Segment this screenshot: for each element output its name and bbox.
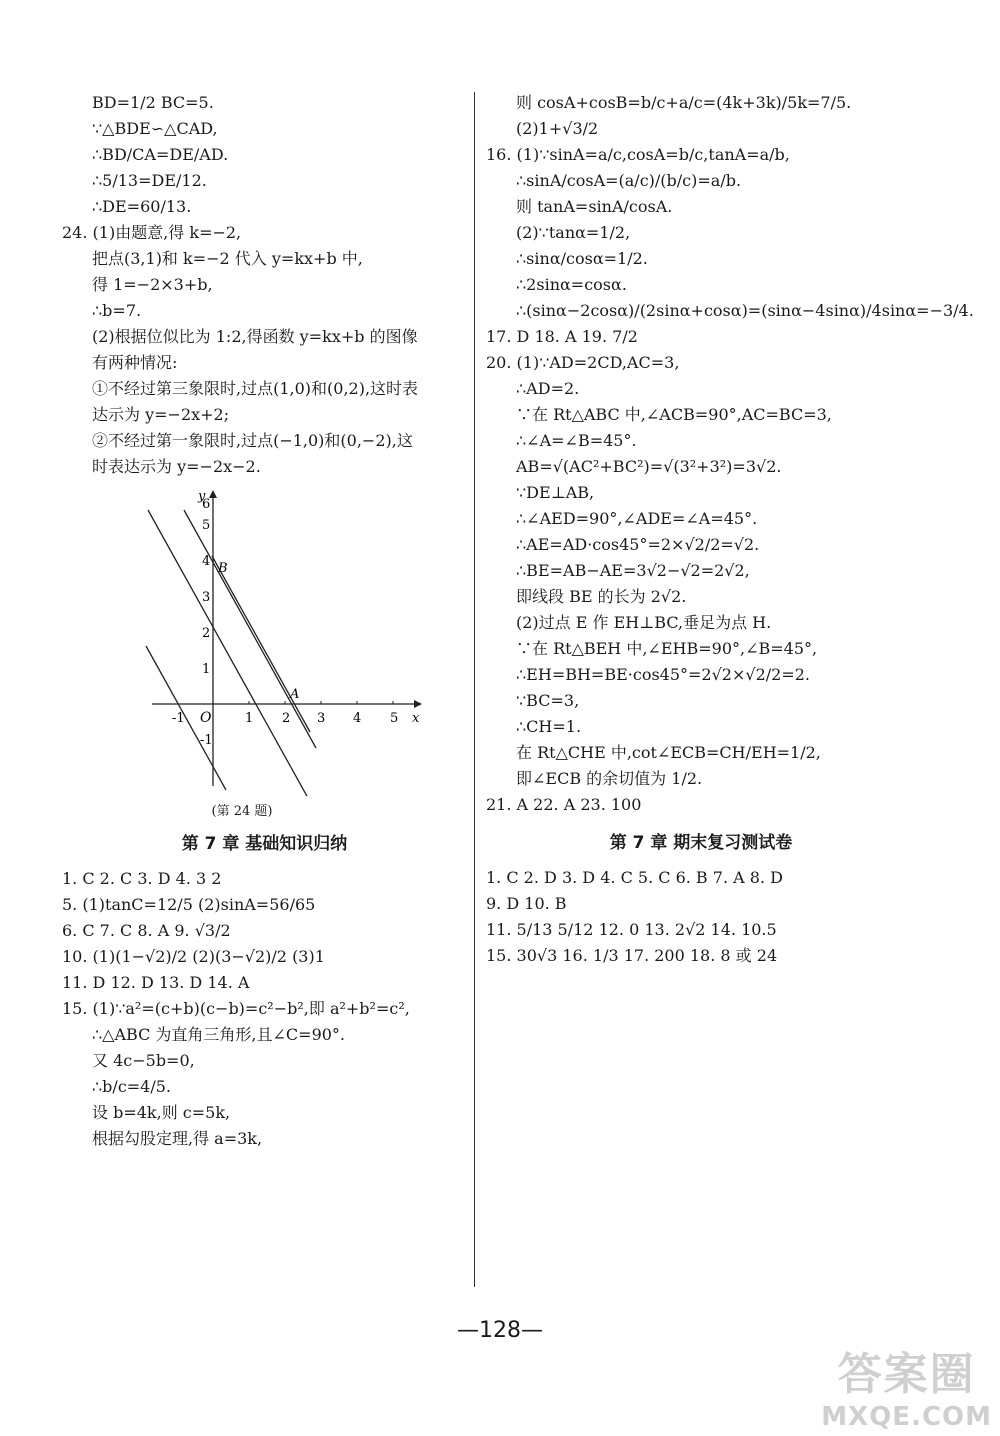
watermark-text: 答案圈 — [837, 1349, 976, 1400]
section-heading: 第 7 章 期末复习测试卷 — [609, 833, 793, 853]
answer-line: 1. C 2. C 3. D 4. 3 2 — [62, 869, 222, 888]
solution-line: ∴b=7. — [92, 301, 142, 320]
y-axis-label: y — [198, 489, 206, 504]
page-number: —128— — [457, 1318, 543, 1343]
solution-line: (2)∵tanα=1/2, — [516, 223, 631, 242]
solution-line: ①不经过第三象限时,过点(1,0)和(0,2),这时表 — [92, 379, 419, 398]
answer-line: ∴b/c=4/5. — [92, 1077, 172, 1096]
point-b-label: B — [218, 561, 228, 576]
solution-line: 即∠ECB 的余切值为 1/2. — [516, 769, 703, 788]
solution-line: (2)过点 E 作 EH⊥BC,垂足为点 H. — [516, 613, 772, 632]
solution-line: ∵在 Rt△ABC 中,∠ACB=90°,AC=BC=3, — [516, 405, 832, 424]
column-divider — [474, 92, 475, 1287]
answer-line: 17. D 18. A 19. 7/2 — [486, 327, 638, 346]
answer-line: 21. A 22. A 23. 100 — [486, 795, 642, 814]
x-tick-label: 2 — [282, 711, 291, 726]
x-axis-label: x — [412, 711, 420, 726]
solution-line: ∴CH=1. — [516, 717, 582, 736]
answer-line: 11. 5/13 5/12 12. 0 13. 2√2 14. 10.5 — [486, 920, 777, 939]
solution-line: 在 Rt△CHE 中,cot∠ECB=CH/EH=1/2, — [516, 743, 821, 762]
line-y-neg2x-plus-2 — [148, 510, 308, 796]
solution-line: AB=√(AC²+BC²)=√(3²+3²)=3√2. — [516, 457, 782, 476]
y-tick-label: 3 — [202, 590, 211, 605]
section-heading: 第 7 章 基础知识归纳 — [181, 834, 348, 854]
x-tick-label: -1 — [172, 711, 185, 726]
solution-line: ∴sinA/cosA=(a/c)/(b/c)=a/b. — [516, 171, 742, 190]
solution-line: 时表达示为 y=−2x−2. — [92, 457, 261, 476]
answer-line: 9. D 10. B — [486, 894, 567, 913]
x-tick-label: 1 — [245, 711, 254, 726]
y-tick-label: 4 — [202, 554, 211, 569]
solution-line: BD=1/2 BC=5. — [92, 93, 214, 112]
solution-line: 有两种情况: — [92, 353, 178, 372]
solution-line: ∴BE=AB−AE=3√2−√2=2√2, — [516, 561, 750, 580]
y-tick-label: 1 — [202, 662, 211, 677]
solution-line: ∵△BDE∽△CAD, — [92, 119, 218, 138]
y-tick-label: 6 — [202, 497, 211, 512]
solution-line: (2)根据位似比为 1:2,得函数 y=kx+b 的图像 — [92, 327, 418, 346]
answer-line: 根据勾股定理,得 a=3k, — [92, 1129, 263, 1148]
solution-line: 则 tanA=sinA/cosA. — [516, 197, 673, 216]
answer-line: ∴△ABC 为直角三角形,且∠C=90°. — [92, 1025, 346, 1044]
answer-line: 又 4c−5b=0, — [92, 1051, 195, 1070]
question-20-line: 20. (1)∵AD=2CD,AC=3, — [486, 353, 680, 372]
y-tick-label: 5 — [202, 518, 211, 533]
solution-line: ∴5/13=DE/12. — [92, 171, 207, 190]
figure-caption: (第 24 题) — [211, 804, 273, 819]
graph-figure — [142, 486, 467, 819]
line-through-b-and-a — [212, 556, 310, 732]
answer-line: 设 b=4k,则 c=5k, — [92, 1103, 231, 1122]
solution-line: 把点(3,1)和 k=−2 代入 y=kx+b 中, — [92, 249, 363, 268]
line-y-neg2x-minus-2 — [146, 646, 226, 790]
answer-line: 15. 30√3 16. 1/3 17. 200 18. 8 或 24 — [486, 946, 778, 965]
point-a-label: A — [290, 687, 300, 702]
answer-line: 10. (1)(1−√2)/2 (2)(3−√2)/2 (3)1 — [62, 947, 325, 966]
watermark-url: MXQE.COM — [821, 1402, 992, 1432]
question-16-line: 16. (1)∵sinA=a/c,cosA=b/c,tanA=a/b, — [486, 145, 790, 164]
solution-line: ∴(sinα−2cosα)/(2sinα+cosα)=(sinα−4sinα)/4sinα=−3/4. — [516, 301, 974, 320]
solution-line: ∵在 Rt△BEH 中,∠EHB=90°,∠B=45°, — [516, 639, 818, 658]
solution-line: ∵BC=3, — [516, 691, 580, 710]
answer-line: 1. C 2. D 3. D 4. C 5. C 6. B 7. A 8. D — [486, 868, 783, 887]
coordinate-graph — [142, 486, 432, 796]
solution-line: ∴BD/CA=DE/AD. — [92, 145, 229, 164]
answer-line: 15. (1)∵a²=(c+b)(c−b)=c²−b²,即 a²+b²=c², — [62, 999, 410, 1018]
watermark-logo — [821, 1338, 992, 1432]
x-tick-label: 3 — [317, 711, 326, 726]
y-tick-label: -1 — [200, 733, 213, 748]
solution-line: ∴AE=AD·cos45°=2×√2/2=√2. — [516, 535, 760, 554]
solution-line: 得 1=−2×3+b, — [92, 275, 213, 294]
right-column — [486, 90, 974, 969]
solution-line: ∴AD=2. — [516, 379, 580, 398]
solution-line: 即线段 BE 的长为 2√2. — [516, 587, 687, 606]
solution-line: ∴sinα/cosα=1/2. — [516, 249, 648, 268]
solution-line: ②不经过第一象限时,过点(−1,0)和(0,−2),这 — [92, 431, 413, 450]
solution-line: (2)1+√3/2 — [516, 119, 599, 138]
x-axis-arrow — [414, 700, 422, 708]
y-tick-label: 2 — [202, 626, 211, 641]
answer-line: 5. (1)tanC=12/5 (2)sinA=56/65 — [62, 895, 316, 914]
left-column — [62, 90, 467, 1152]
solution-line: ∴∠A=∠B=45°. — [516, 431, 637, 450]
solution-line: 达示为 y=−2x+2; — [92, 405, 230, 424]
solution-line: ∴DE=60/13. — [92, 197, 192, 216]
x-tick-label: 4 — [353, 711, 362, 726]
solution-line: ∵DE⊥AB, — [516, 483, 595, 502]
origin-label: O — [200, 710, 212, 726]
solution-line: ∴2sinα=cosα. — [516, 275, 627, 294]
solution-line: ∴EH=BH=BE·cos45°=2√2×√2/2=2. — [516, 665, 811, 684]
x-tick-label: 5 — [390, 711, 399, 726]
solution-line: ∴∠AED=90°,∠ADE=∠A=45°. — [516, 509, 758, 528]
answer-line: 11. D 12. D 13. D 14. A — [62, 973, 250, 992]
answer-line: 6. C 7. C 8. A 9. √3/2 — [62, 921, 231, 940]
question-24-line: 24. (1)由题意,得 k=−2, — [62, 223, 242, 242]
solution-line: 则 cosA+cosB=b/c+a/c=(4k+3k)/5k=7/5. — [516, 93, 852, 112]
